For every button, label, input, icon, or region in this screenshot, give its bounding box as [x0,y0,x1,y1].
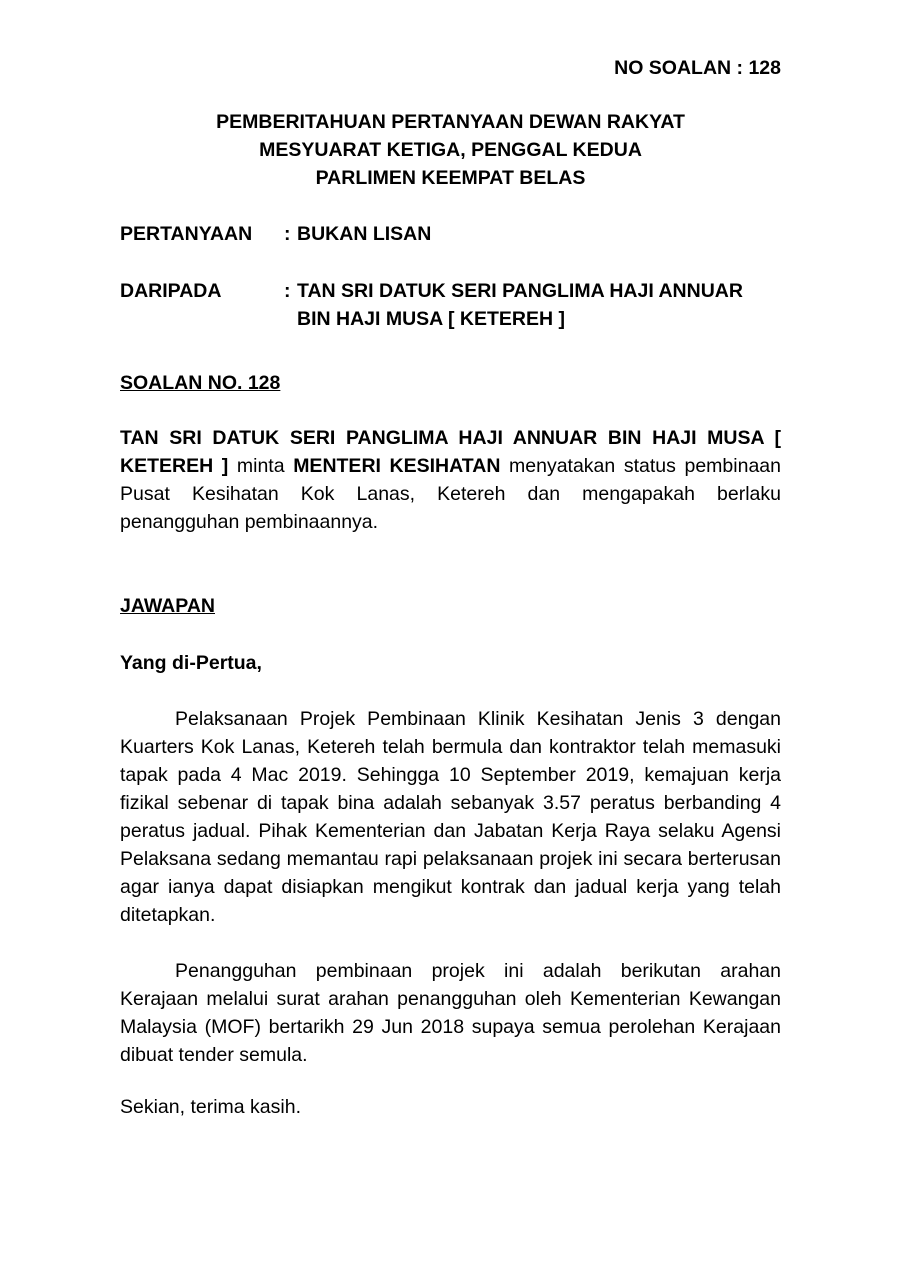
from-colon: : [284,280,291,302]
question-type-value: BUKAN LISAN [297,223,432,245]
document-title [120,108,781,192]
salutation: Yang di-Pertua, [120,652,262,674]
closing-text: Sekian, terima kasih. [120,1096,301,1118]
question-minister: MENTERI KESIHATAN [293,455,501,477]
answer-paragraph-1: Pelaksanaan Projek Pembinaan Klinik Kesihatan Jenis 3 dengan Kuarters Kok Lanas, Ketereh telah bermula dan kontraktor telah memasuki tapak pada 4 Mac 2019. Sehingga 10 September 2019, kemajuan kerja fizikal sebenar di tapak bina adalah sebanyak 3.57 peratus berbanding 4 peratus jadual. Pihak Kementerian dan Jabatan Kerja Raya selaku Agensi Pelaksana sedang memantau rapi pelaksanaan projek ini secara berterusan agar ianya dapat disiapkan mengikut kontrak dan jadual kerja yang telah ditetapkan. [120,708,781,926]
title-line-3: PARLIMEN KEEMPAT BELAS [315,167,586,189]
answer-heading: JAWAPAN [120,595,215,617]
question-type-label: PERTANYAAN [120,223,253,245]
from-value-line-1: TAN SRI DATUK SERI PANGLIMA HAJI ANNUAR [297,280,743,302]
title-line-2: MESYUARAT KETIGA, PENGGAL KEDUA [259,139,642,161]
question-connector: minta [236,455,285,477]
question-type-colon: : [284,223,291,245]
title-line-1: PEMBERITAHUAN PERTANYAAN DEWAN RAKYAT [216,111,685,133]
answer-paragraph-2: Penangguhan pembinaan projek ini adalah berikutan arahan Kerajaan melalui surat arahan penangguhan oleh Kementerian Kewangan Malaysia (MOF) bertarikh 29 Jun 2018 supaya semua perolehan Kerajaan dibuat tender semula. [120,960,781,1066]
from-label: DARIPADA [120,280,222,302]
question-type-row [120,220,781,248]
question-number-label: NO SOALAN : 128 [614,57,781,79]
question-paragraph [120,424,781,536]
from-row [120,277,781,333]
question-heading: SOALAN NO. 128 [120,372,281,394]
question-asker: TAN SRI DATUK SERI PANGLIMA HAJI ANNUAR BIN HAJI MUSA [ KETEREH ] [120,427,781,477]
from-value-line-2: BIN HAJI MUSA [ KETEREH ] [297,308,565,330]
question-text: menyatakan status pembinaan Pusat Kesihatan Kok Lanas, Ketereh dan mengapakah berlaku penangguhan pembinaannya. [120,455,781,533]
